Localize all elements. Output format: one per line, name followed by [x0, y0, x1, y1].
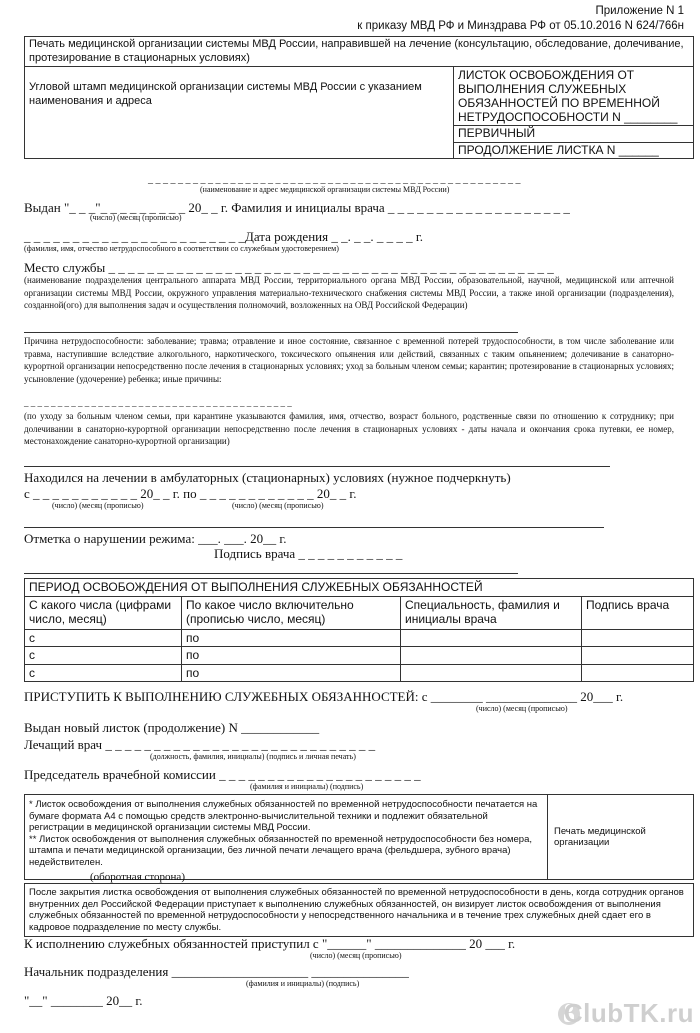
period-title: ПЕРИОД ОСВОБОЖДЕНИЯ ОТ ВЫПОЛНЕНИЯ СЛУЖЕБНЫХ ОБЯЗАННОСТЕЙ: [25, 579, 694, 597]
after-close-table: [24, 883, 694, 937]
treatment-caption-from: (число) (месяц (прописью): [52, 501, 144, 510]
col-to-header: По какое число включительно (прописью число, месяц): [182, 596, 401, 629]
resume-line: ПРИСТУПИТЬ К ВЫПОЛНЕНИЮ СЛУЖЕБНЫХ ОБЯЗАННОСТЕЙ: с ________ ______________ 20___ г.: [24, 689, 624, 704]
notes-table: [24, 794, 694, 880]
appendix-label: Приложение N 1: [595, 5, 684, 17]
note-format: * Листок освобождения от выполнения служебных обязанностей по временной нетрудоспособности печатается на бумаге формата А4 с помощью средств электронно-вычислительной техники и подлежит обязательной регистрации в медицинской организации системы МВД России.: [29, 799, 538, 833]
header-table: [24, 36, 694, 159]
continuation-label: ПРОДОЛЖЕНИЕ ЛИСТКА N ______: [454, 142, 694, 159]
table-row: [25, 664, 694, 682]
org-dashes: _ _ _ _ _ _ _ _ _ _ _ _ _ _ _ _ _ _ _ _ _ _ _ _ _ _ _ _ _ _ _ _ _ _ _ _ _ _ _ _ _ _ _ _ _ _ _ _ _ _: [148, 174, 521, 185]
row-to: по: [182, 629, 401, 647]
row-from: с: [25, 629, 182, 647]
row-doctor: [401, 629, 582, 647]
row-signature: [582, 629, 694, 647]
chief-caption: (фамилия и инициалы) (подпись): [246, 979, 360, 988]
commission-caption: (фамилия и инициалы) (подпись): [250, 782, 364, 791]
table-row: [25, 647, 694, 665]
violation-line: Отметка о нарушении режима: ___. ___. 20__ г.: [24, 531, 287, 546]
col-from-header: С какого числа (цифрами число, месяц): [25, 596, 182, 629]
primary-label: ПЕРВИЧНЫЙ: [454, 126, 694, 143]
started-line: К исполнению служебных обязанностей приступил с "______" ______________ 20 ___ г.: [24, 936, 516, 951]
org-caption: (наименование и адрес медицинской организации системы МВД России): [200, 185, 450, 194]
row-from: с: [25, 664, 182, 682]
resume-caption: (число) (месяц (прописью): [476, 704, 568, 713]
sheet-title: ЛИСТОК ОСВОБОЖДЕНИЯ ОТ ВЫПОЛНЕНИЯ СЛУЖЕБНЫХ ОБЯЗАННОСТЕЙ ПО ВРЕМЕННОЙ НЕТРУДОСПОСОБНОСТИ N ________: [454, 67, 694, 126]
treatment-dates: с _ _ _ _ _ _ _ _ _ _ _ 20_ _ г. по _ _ _ _ _ _ _ _ _ _ _ _ 20_ _ г.: [24, 486, 357, 501]
stamp-cell: Печать медицинской организации: [548, 795, 694, 880]
row-doctor: [401, 664, 582, 682]
service-line: Место службы _ _ _ _ _ _ _ _ _ _ _ _ _ _ _ _ _ _ _ _ _ _ _ _ _ _ _ _ _ _ _ _ _ _ _ _ _ _ _ _ _ _ _ _ _ _: [24, 260, 554, 275]
after-close-note: После закрытия листка освобождения от выполнения служебных обязанностей по временной нетрудоспособности в день, когда сотрудник органов внутренних дел Российской Федерации приступает к выполнению служебных обязанностей, он визирует листок освобождения от выполнения служебных обязанностей по временной нетрудоспособности у непосредственного начальника и в течение трех служебных дней сдает его в кадровое подразделение по месту службы.: [25, 884, 694, 937]
row-from: с: [25, 647, 182, 665]
issued-caption: (число) (месяц (прописью): [90, 213, 182, 222]
col-signature-header: Подпись врача: [582, 596, 694, 629]
issued-line: Выдан "_ _ _"_ _ _ _ _ _ _ _ _ 20_ _ г. Фамилия и инициалы врача _ _ _ _ _ _ _ _ _ _ _ _ _ _ _ _ _ _ _: [24, 200, 570, 215]
row-signature: [582, 647, 694, 665]
divider-line: [24, 466, 610, 467]
print-note: Печать медицинской организации системы МВД России, направившей на лечение (консультацию, обследование, долечивание, протезирование в стационарных условиях): [25, 37, 694, 67]
row-to: по: [182, 664, 401, 682]
chief-line: Начальник подразделения _____________________ _______________: [24, 964, 409, 979]
treating-doctor-line: Лечащий врач _ _ _ _ _ _ _ _ _ _ _ _ _ _ _ _ _ _ _ _ _ _ _ _ _ _ _ _: [24, 737, 376, 752]
notes-cell: [25, 795, 548, 880]
period-table: [24, 578, 694, 682]
row-to: по: [182, 647, 401, 665]
started-caption: (число) (месяц (прописью): [310, 951, 402, 960]
reverse-side-label: (оборотная сторона): [90, 871, 185, 883]
service-caption: (наименование подразделения центрального аппарата МВД России, территориального органа МВД России, образовательной, научной, медицинской или аптечной организации системы МВД России, окружного управления материально-технического снабжения системы МВД России, а также иной организации (подразделения), созданной(ого) для выполнения задач и осуществления полномочий, возложенных на ОВД Российской Федерации): [24, 275, 674, 310]
watermark-text: ClubTK.ru: [563, 998, 694, 1028]
note-validity: ** Листок освобождения от выполнения служебных обязанностей по временной нетрудоспособности без номера, штампа и печати медицинской организации, без личной печати лечащего врача (фельдшера, зубного врача) недействителен.: [29, 833, 533, 868]
order-reference: к приказу МВД РФ и Минздрава РФ от 05.10.2016 N 624/766н: [357, 20, 684, 32]
divider-line: [24, 573, 518, 574]
care-note: (по уходу за больным членом семьи, при карантине указываются фамилия, имя, отчество, возраст больного, родственные связи по отношению к сотруднику; при долечивании в санаторно-курортной организации непосредственно после лечения в стационарных условиях - даты начала и окончания срока путевки, ее номер, местонахождение санаторно-курортной организации): [24, 411, 674, 446]
patient-caption: (фамилия, имя, отчество нетрудоспособного в соответствии со служебным удостоверением): [24, 244, 339, 253]
commission-line: Председатель врачебной комиссии _ _ _ _ _ _ _ _ _ _ _ _ _ _ _ _ _ _ _ _ _: [24, 767, 421, 782]
row-signature: [582, 664, 694, 682]
reasons-dashes: _ _ _ _ _ _ _ _ _ _ _ _ _ _ _ _ _ _ _ _ _ _ _ _ _ _ _ _ _ _ _ _ _ _ _ _ _ _ _ _: [24, 398, 292, 408]
reasons-text: Причина нетрудоспособности: заболевание; травма; отравление и иное состояние, связанное с временной потерей трудоспособности, в том числе заболевание или травма, наступившие вследствие алкогольного, наркотического, токсического опьянения или действий, связанных с таким опьянением; долечивание в санаторно-курортной организации непосредственно после лечения в стационарных условиях; уход за больным членом семьи; карантин; протезирование в стационарных условиях; усыновление (удочерение) ребенка; иные причины:: [24, 336, 674, 384]
treatment-line: Находился на лечении в амбулаторных (стационарных) условиях (нужное подчеркнуть): [24, 470, 511, 485]
date-line: "__" ________ 20__ г.: [24, 993, 143, 1008]
treatment-caption-to: (число) (месяц (прописью): [232, 501, 324, 510]
table-row: [25, 629, 694, 647]
treating-doctor-caption: (должность, фамилия, инициалы) (подпись и личная печать): [150, 752, 356, 761]
divider-line: [24, 332, 518, 333]
row-doctor: [401, 647, 582, 665]
new-sheet-line: Выдан новый листок (продолжение) N ____________: [24, 720, 320, 735]
patient-line: _ _ _ _ _ _ _ _ _ _ _ _ _ _ _ _ _ _ _ _ _ _ _Дата рождения _ _. _ _. _ _ _ _ г.: [24, 229, 423, 244]
col-doctor-header: Специальность, фамилия и инициалы врача: [401, 596, 582, 629]
doctor-signature: Подпись врача _ _ _ _ _ _ _ _ _ _ _: [214, 546, 403, 561]
divider-line: [24, 527, 604, 528]
stamp-note: Угловой штамп медицинской организации системы МВД России с указанием наименования и адреса: [25, 67, 454, 159]
